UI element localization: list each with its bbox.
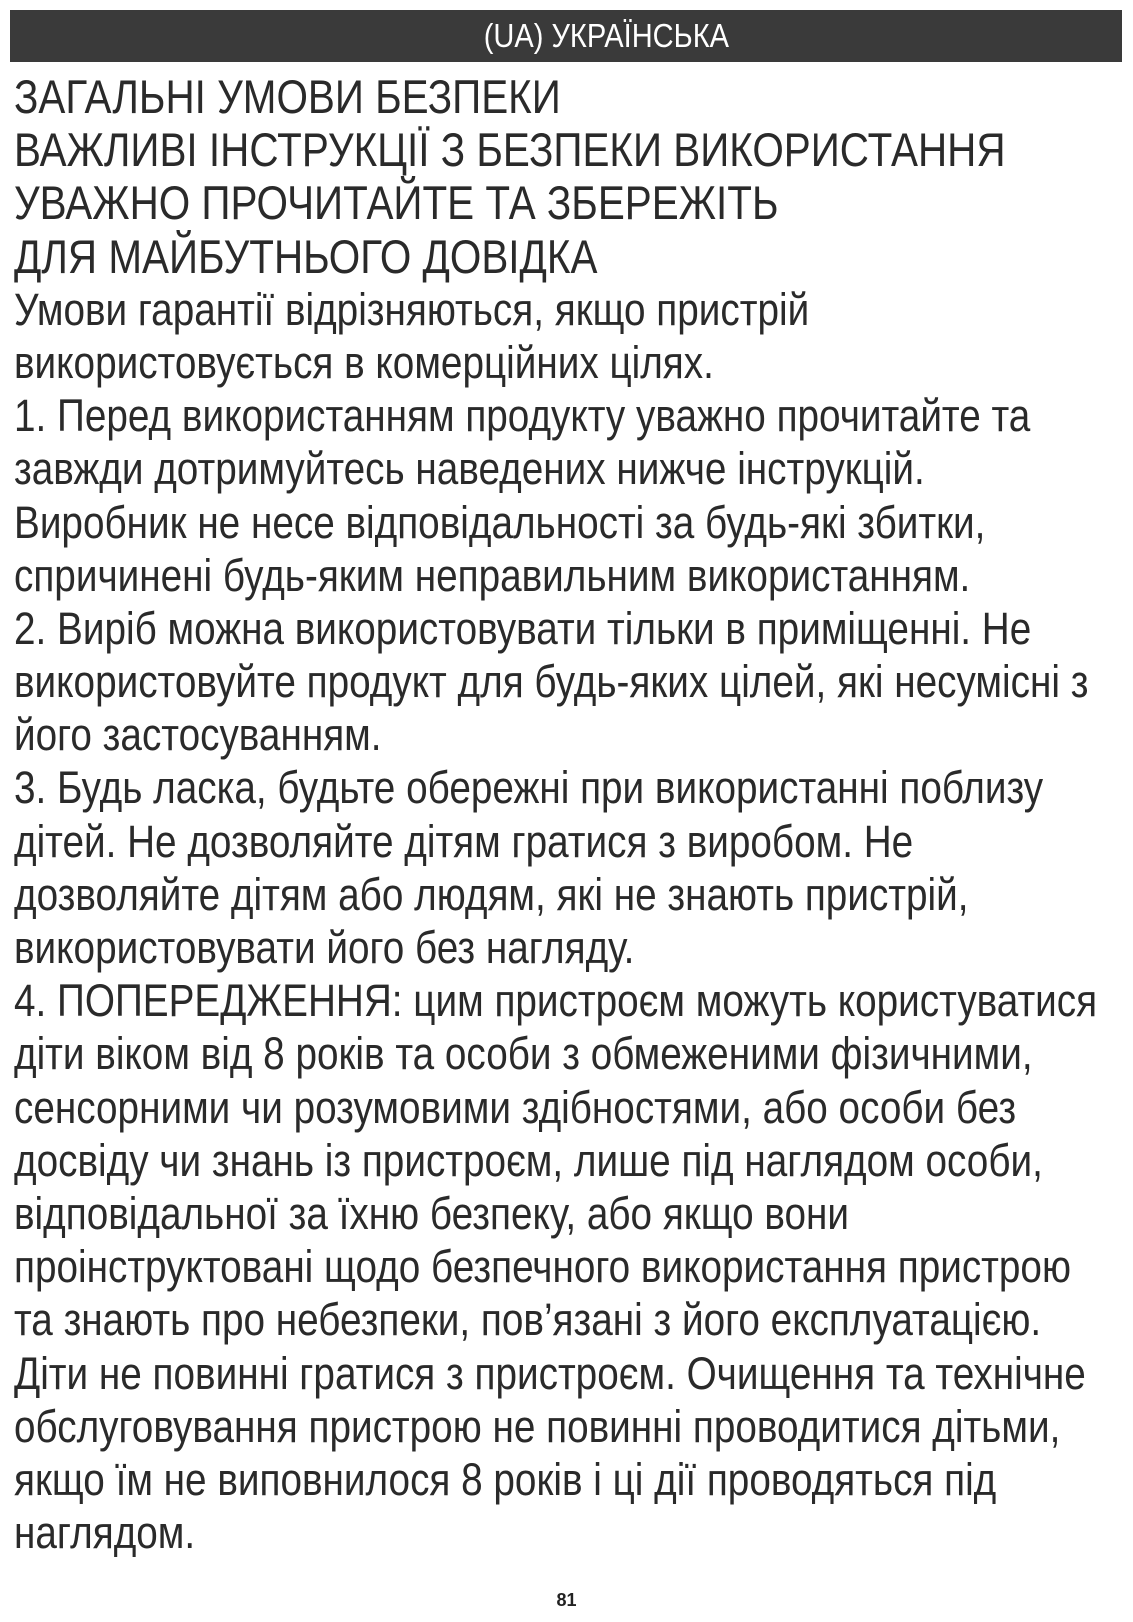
text-line: 1. Перед використанням продукту уважно прочитайте та xyxy=(14,390,1031,442)
text-line: Діти не повинні гратися з пристроєм. Очищення та технічне xyxy=(14,1347,1086,1399)
text-line: діти віком від 8 років та особи з обмеженими фізичними, xyxy=(14,1028,1033,1080)
text-line: наглядом. xyxy=(14,1507,196,1559)
safety-instructions-text xyxy=(14,70,1124,1559)
page-number: 81 xyxy=(556,1590,577,1610)
language-title: (UA) УКРАЇНСЬКА xyxy=(483,17,729,54)
text-line: сенсорними чи розумовими здібностями, або особи без xyxy=(14,1081,1017,1133)
text-line: проінструктовані щодо безпечного використання пристрою xyxy=(14,1241,1071,1293)
language-header-bar xyxy=(10,10,1122,62)
text-line: 2. Виріб можна використовувати тільки в приміщенні. Не xyxy=(14,602,1032,654)
text-line: 4. ПОПЕРЕДЖЕННЯ: цим пристроєм можуть користуватися xyxy=(14,975,1098,1027)
text-line: використовувати його без нагляду. xyxy=(14,922,635,973)
heading-general-safety: ЗАГАЛЬНІ УМОВИ БЕЗПЕКИ xyxy=(14,70,561,123)
text-line: завжди дотримуйтесь наведених нижче інструкцій. xyxy=(14,443,925,495)
text-line: його застосуванням. xyxy=(14,709,382,761)
text-line: 3. Будь ласка, будьте обережні при використанні поблизу xyxy=(14,762,1044,814)
text-line: якщо їм не виповнилося 8 років і ці дії проводяться під xyxy=(14,1453,997,1505)
heading-future-reference: ДЛЯ МАЙБУТНЬОГО ДОВІДКА xyxy=(14,229,598,283)
text-line: використовується в комерційних цілях. xyxy=(14,336,714,388)
text-line: дітей. Не дозволяйте дітям гратися з виробом. Не xyxy=(14,815,914,867)
text-line: Виробник не несе відповідальності за будь-які збитки, xyxy=(14,496,986,548)
text-line: спричинені будь-яким неправильним використанням. xyxy=(14,549,971,601)
text-line: обслуговування пристрою не повинні проводитися дітьми, xyxy=(14,1400,1061,1452)
text-line: відповідальної за їхню безпеку, або якщо вони xyxy=(14,1187,850,1239)
heading-important-instructions: ВАЖЛИВІ ІНСТРУКЦІЇ З БЕЗПЕКИ ВИКОРИСТАННЯ xyxy=(14,123,1006,177)
text-line: дозволяйте дітям або людям, які не знають пристрій, xyxy=(14,868,969,920)
text-line: досвіду чи знань із пристроєм, лише під наглядом особи, xyxy=(14,1134,1043,1186)
text-line: використовуйте продукт для будь-яких цілей, які несумісні з xyxy=(14,656,1089,708)
text-line: Умови гарантії відрізняються, якщо пристрій xyxy=(14,283,810,335)
heading-read-carefully: УВАЖНО ПРОЧИТАЙТЕ ТА ЗБЕРЕЖІТЬ xyxy=(14,176,779,230)
text-line: та знають про небезпеки, пов’язані з його експлуатацією. xyxy=(14,1294,1042,1346)
